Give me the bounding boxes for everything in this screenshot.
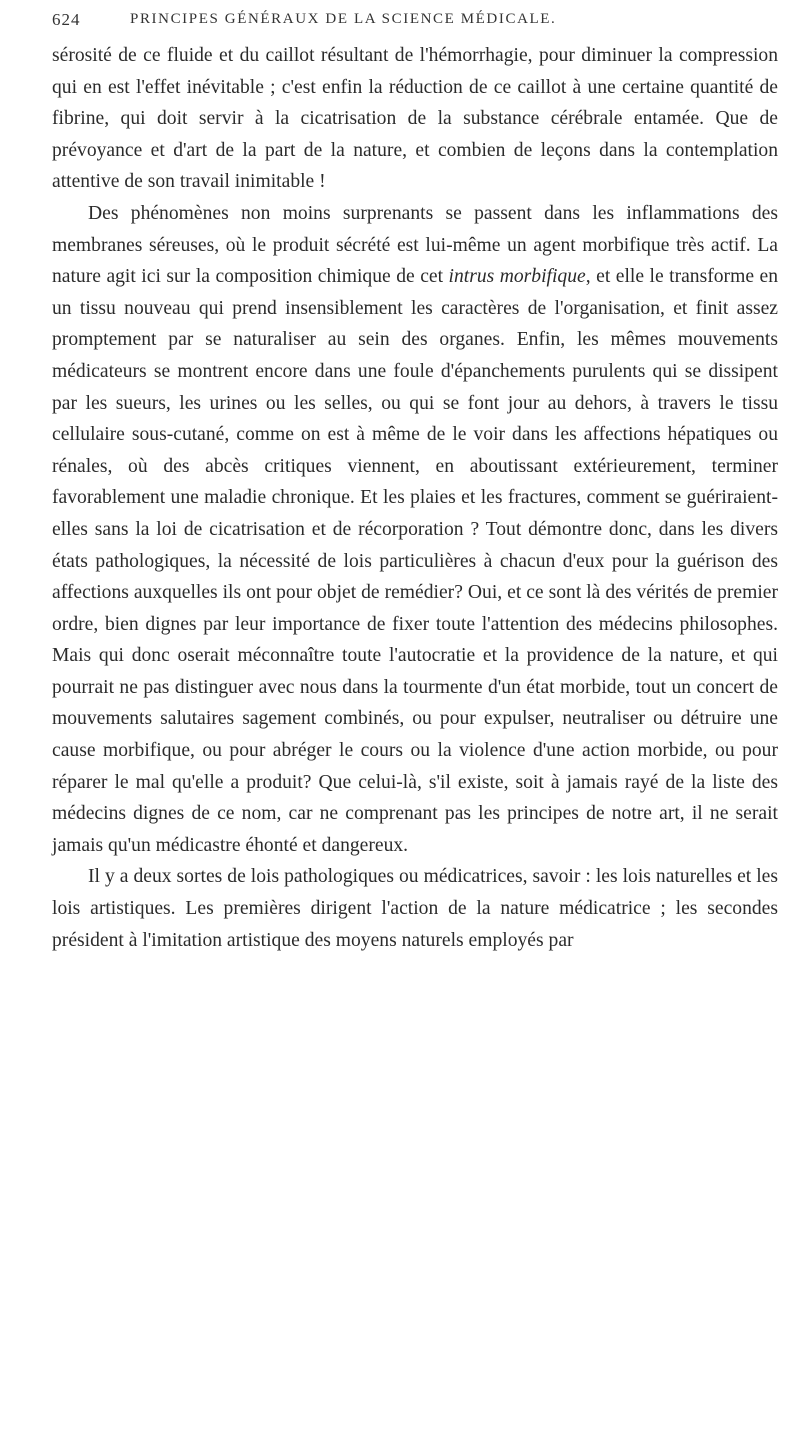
running-title: PRINCIPES GÉNÉRAUX DE LA SCIENCE MÉDICALE. (130, 11, 557, 27)
body-text (52, 40, 778, 956)
paragraph-pathological-laws: Il y a deux sortes de lois pathologiques ou médicatrices, savoir : les lois naturelles et les lois artistiques. Les premières dirigent l'action de la nature médicatrice ; les secondes président à l'imitation artistique des moyens naturels employés par (52, 866, 778, 951)
page-number: 624 (52, 10, 81, 29)
running-head (52, 10, 778, 32)
paragraph-inflammations (52, 198, 778, 861)
emphasis-text: intrus morbifique (448, 266, 586, 288)
paragraph-text-before-emphasis: Des phénomènes non moins surprenants se passent dans les inflammations des membranes séreuses, où le produit sécrété est lui-même un agent morbifique très actif. La nature agit ici sur la composition chimique de cet (52, 202, 778, 288)
paragraph-text-after-emphasis: , et elle le transforme en un tissu nouveau qui prend insensiblement les caractères de l'organisation, et finit assez promptement par se naturaliser au sein des organes. Enfin, les mêmes mouvements médicateurs se montrent encore dans une foule d'épanchements purulents qui se dissipent par les sueurs, les urines ou les selles, ou qui se font jour au dehors, à travers le tissu cellulaire sous-cutané, comme on est à même de le voir dans les affections hépatiques ou rénales, où des abcès critiques viennent, en aboutissant extérieurement, terminer favorablement une maladie chronique. Et les plaies et les fractures, comment se guériraient-elles sans la loi de cicatrisation et de récorporation ? Tout démontre donc, dans les divers états pathologiques, la nécessité de lois particulières à chacun d'eux pour la guérison des affections auxquelles ils ont pour objet de remédier? Oui, et ce sont là des vérités de premier ordre, bien dignes par leur importance de fixer toute l'attention des médecins philosophes. Mais qui donc oserait méconnaître toute l'autocratie et la providence de la nature, et qui pourrait ne pas distinguer avec nous dans la tourmente d'un état morbide, tout un concert de mouvements salutaires sagement combinés, ou pour expulser, neutraliser ou détruire une cause morbifique, ou pour abréger le cours ou la violence d'une action morbide, ou pour réparer le mal qu'elle a produit? Que celui-là, s'il existe, soit à jamais rayé de la liste des médecins dignes de ce nom, car ne comprenant pas les principes de notre art, il ne serait jamais qu'un médicastre éhonté et dangereux. (52, 266, 778, 856)
paragraph-continuation: sérosité de ce fluide et du caillot résultant de l'hémorrhagie, pour diminuer la compression qui en est l'effet inévitable ; c'est enfin la réduction de ce caillot à une certaine quantité de fibrine, qui doit servir à la cicatrisation de la substance cérébrale entamée. Que de prévoyance et d'art de la part de la nature, et combien de leçons dans la contemplation attentive de son travail inimitable ! (52, 45, 778, 193)
